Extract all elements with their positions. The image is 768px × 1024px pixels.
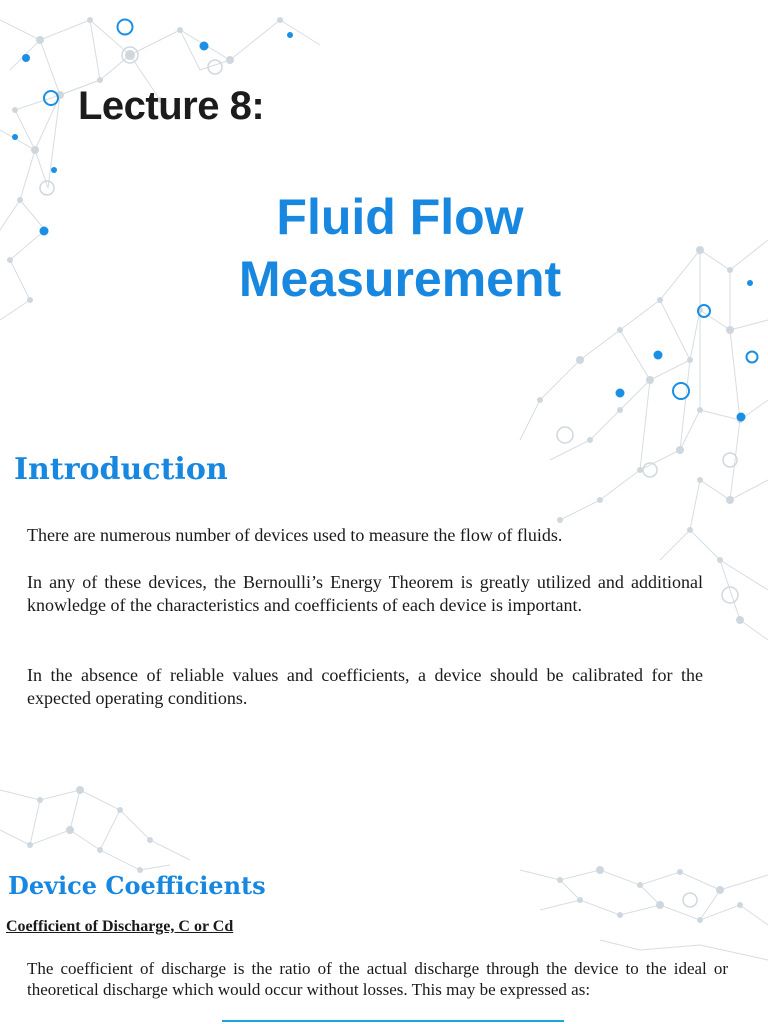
- formula-rule: [222, 1020, 564, 1022]
- intro-paragraph-1: There are numerous number of devices used to measure the flow of fluids.: [27, 525, 563, 545]
- introduction-heading: Introduction: [14, 452, 228, 487]
- lecture-number: Lecture 8:: [78, 84, 265, 128]
- coefficient-paragraph: The coefficient of discharge is the ratio of the actual discharge through the device to the ideal or theoretical discharge which would occur without losses. This may be expressed as:: [27, 959, 728, 999]
- intro-paragraph-2: In any of these devices, the Bernoulli’s Energy Theorem is greatly utilized and additional knowledge of the characteristics and coefficients of each device is important.: [27, 572, 703, 615]
- intro-paragraph-3: In the absence of reliable values and coefficients, a device should be calibrated for the expected operating conditions.: [27, 665, 703, 708]
- device-coefficients-heading: Device Coefficients: [8, 871, 266, 900]
- coefficient-of-discharge-subheading: Coefficient of Discharge, C or Cd: [6, 918, 234, 935]
- page-title-line-2: Measurement: [238, 251, 562, 307]
- page-title-line-1: Fluid Flow: [276, 189, 524, 245]
